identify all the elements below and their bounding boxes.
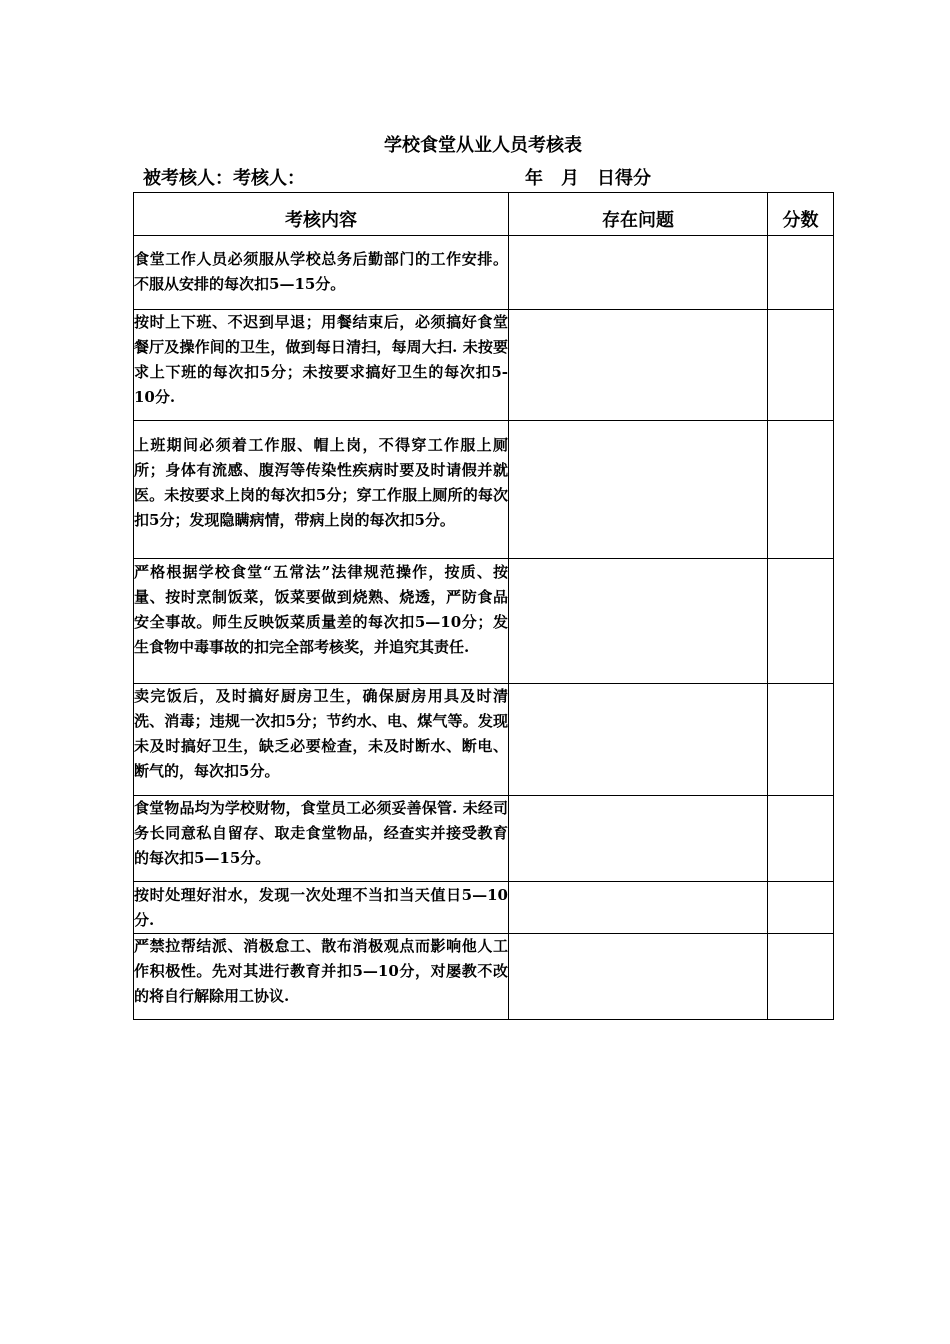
table-row xyxy=(134,882,834,934)
issue-cell[interactable] xyxy=(509,796,768,882)
header-score: 分数 xyxy=(768,193,834,236)
score-cell[interactable] xyxy=(768,882,834,934)
table-row xyxy=(134,684,834,796)
assessment-table xyxy=(133,192,834,1020)
criterion-cell: 按时处理好泔水，发现一次处理不当扣当天值日5—10分. xyxy=(134,882,509,934)
table-row xyxy=(134,421,834,559)
issue-cell[interactable] xyxy=(509,684,768,796)
date-score-label: 年 月 日得分 xyxy=(525,168,651,189)
issue-cell[interactable] xyxy=(509,559,768,684)
score-cell[interactable] xyxy=(768,559,834,684)
score-cell[interactable] xyxy=(768,934,834,1020)
issue-cell[interactable] xyxy=(509,236,768,310)
issue-cell[interactable] xyxy=(509,934,768,1020)
criterion-cell: 严格根据学校食堂“五常法”法律规范操作，按质、按量、按时烹制饭菜，饭菜要做到烧熟、烧透，严防食品安全事故。师生反映饭菜质量差的每次扣5—10分；发生食物中毒事故的扣完全部考核奖，并追究其责任. xyxy=(134,559,509,684)
header-issue: 存在问题 xyxy=(509,193,768,236)
criterion-cell: 严禁拉帮结派、消极怠工、散布消极观点而影响他人工作积极性。先对其进行教育并扣5—10分，对屡教不改的将自行解除用工协议. xyxy=(134,934,509,1020)
criterion-cell: 按时上下班、不迟到早退；用餐结束后，必须搞好食堂餐厅及操作间的卫生，做到每日清扫，每周大扫. 未按要求上下班的每次扣5分；未按要求搞好卫生的每次扣5-10分. xyxy=(134,310,509,421)
document-title: 学校食堂从业人员考核表 xyxy=(384,135,582,156)
score-cell[interactable] xyxy=(768,421,834,559)
table-header-row xyxy=(134,193,834,236)
assessment-meta-line xyxy=(143,166,833,192)
criterion-cell: 卖完饭后，及时搞好厨房卫生，确保厨房用具及时清洗、消毒；违规一次扣5分；节约水、电、煤气等。发现未及时搞好卫生，缺乏必要检查，未及时断水、断电、断气的，每次扣5分。 xyxy=(134,684,509,796)
table-row xyxy=(134,934,834,1020)
score-cell[interactable] xyxy=(768,310,834,421)
score-cell[interactable] xyxy=(768,236,834,310)
issue-cell[interactable] xyxy=(509,310,768,421)
table-row xyxy=(134,236,834,310)
table-row xyxy=(134,796,834,882)
header-content: 考核内容 xyxy=(134,193,509,236)
criterion-cell: 食堂物品均为学校财物，食堂员工必须妥善保管. 未经司务长同意私自留存、取走食堂物品，经查实并接受教育的每次扣5—15分。 xyxy=(134,796,509,882)
table-row xyxy=(134,310,834,421)
criterion-cell: 上班期间必须着工作服、帽上岗，不得穿工作服上厕所；身体有流感、腹泻等传染性疾病时要及时请假并就医。未按要求上岗的每次扣5分；穿工作服上厕所的每次扣5分；发现隐瞒病情，带病上岗的每次扣5分。 xyxy=(134,421,509,559)
score-cell[interactable] xyxy=(768,796,834,882)
assessee-assessor-label: 被考核人：考核人： xyxy=(143,168,305,189)
table-row xyxy=(134,559,834,684)
score-cell[interactable] xyxy=(768,684,834,796)
issue-cell[interactable] xyxy=(509,421,768,559)
criterion-cell: 食堂工作人员必须服从学校总务后勤部门的工作安排。不服从安排的每次扣5—15分。 xyxy=(134,236,509,310)
issue-cell[interactable] xyxy=(509,882,768,934)
